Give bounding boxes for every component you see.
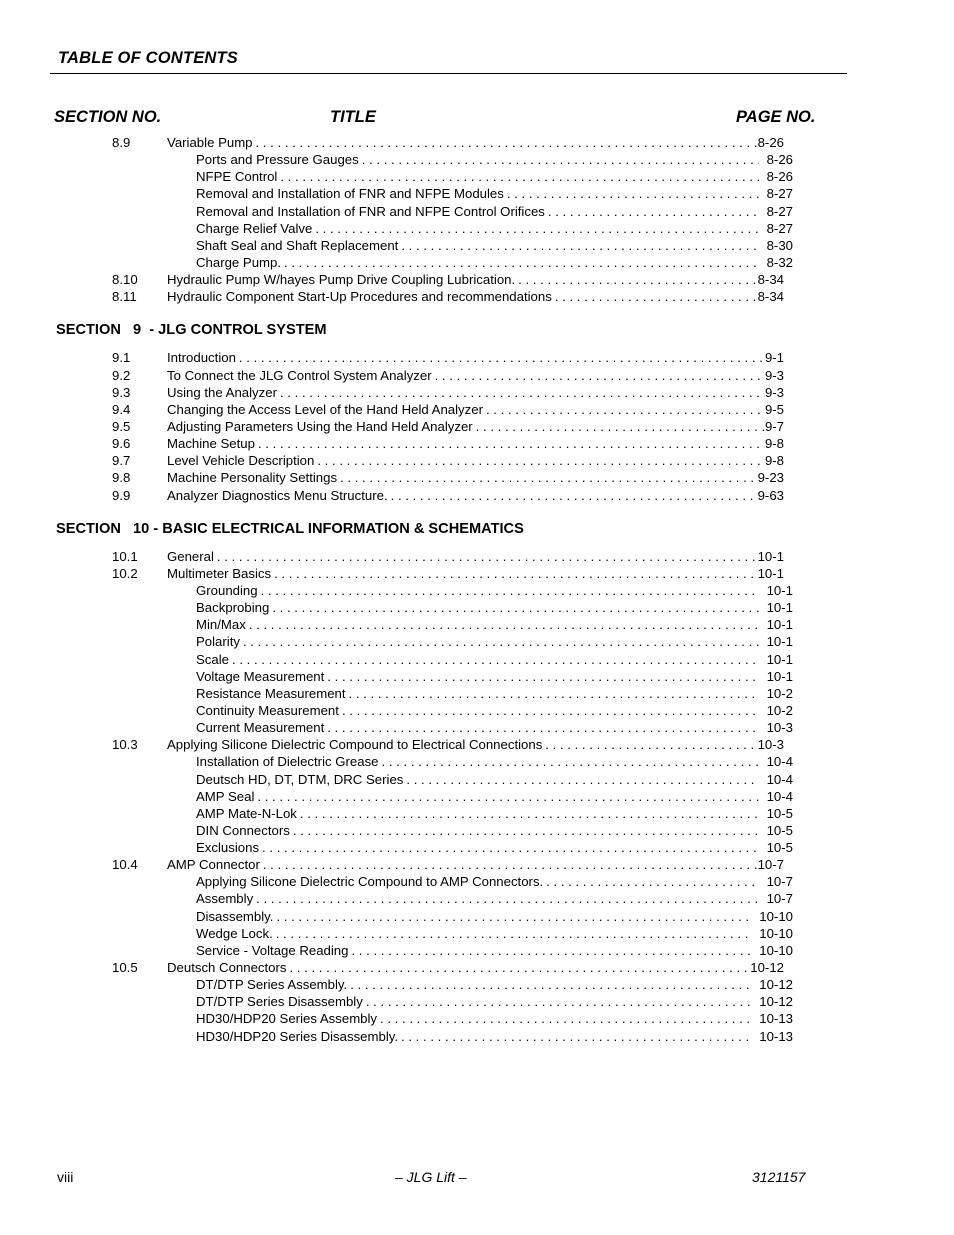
dot-leader xyxy=(261,856,758,873)
toc-entry[interactable] xyxy=(0,151,954,168)
toc-entry-page: 10-2 xyxy=(766,702,793,718)
toc-entry[interactable] xyxy=(0,702,954,719)
toc-entry-line xyxy=(196,1010,793,1027)
toc-entry[interactable] xyxy=(0,959,954,976)
toc-entry-page: 10-10 xyxy=(759,942,793,958)
dot-leader xyxy=(399,237,758,254)
dot-leader xyxy=(360,151,759,168)
page-header-title: TABLE OF CONTENTS xyxy=(58,49,239,67)
dot-leader xyxy=(298,805,759,822)
toc-entry-number: 10.3 xyxy=(112,737,138,753)
toc-entry-page: 8-26 xyxy=(757,135,784,150)
toc-entry-number: 9.3 xyxy=(112,384,131,400)
toc-entry-line xyxy=(196,702,793,719)
toc-entry[interactable] xyxy=(0,565,954,582)
toc-entry-page: 9-3 xyxy=(764,384,784,400)
toc-entry[interactable] xyxy=(0,401,954,418)
toc-entry-title: Grounding xyxy=(196,582,258,598)
toc-entry-page: 8-30 xyxy=(766,237,793,253)
toc-entry[interactable] xyxy=(0,548,954,565)
dot-leader xyxy=(215,548,758,565)
toc-entry-title: Ports and Pressure Gauges xyxy=(196,152,359,168)
toc-entry-title: Voltage Measurement xyxy=(196,668,325,684)
dot-leader xyxy=(255,788,758,805)
toc-entry-page: 9-3 xyxy=(764,367,784,383)
toc-entry-title: Charge Relief Valve xyxy=(196,220,313,236)
dot-leader xyxy=(544,873,758,890)
toc-entry-number: 10.5 xyxy=(112,960,138,976)
toc-entry-page: 10-7 xyxy=(766,891,793,907)
dot-leader xyxy=(256,435,765,452)
toc-entry-title: General xyxy=(167,548,214,564)
toc-entry-line xyxy=(196,151,793,168)
toc-entry-title: Introduction xyxy=(167,350,236,366)
toc-entry-line xyxy=(196,633,793,650)
toc-entry-page: 9-8 xyxy=(764,436,784,452)
dot-leader xyxy=(484,401,765,418)
toc-entry-title: Polarity xyxy=(196,634,240,650)
footer-center-text: – JLG Lift – xyxy=(395,1169,467,1185)
toc-entry-line xyxy=(167,736,784,753)
toc-entry-page: 10-10 xyxy=(759,925,793,941)
toc-entry-line xyxy=(196,220,793,237)
dot-leader xyxy=(474,418,765,435)
column-heading-page: PAGE NO. xyxy=(736,108,816,126)
toc-entry-number: 10.4 xyxy=(112,857,138,873)
toc-entry-line xyxy=(167,487,784,504)
toc-entry[interactable] xyxy=(0,719,954,736)
column-heading-title: TITLE xyxy=(330,108,376,126)
toc-entry-page: 8-34 xyxy=(757,289,784,305)
toc-entry-page: 10-1 xyxy=(766,634,793,650)
dot-leader xyxy=(287,959,750,976)
dot-leader xyxy=(282,254,759,271)
toc-entry-line xyxy=(196,651,793,668)
toc-entry-page: 8-34 xyxy=(757,272,784,288)
dot-leader xyxy=(260,839,759,856)
toc-entry[interactable] xyxy=(0,616,954,633)
toc-entry-number: 10.2 xyxy=(112,565,138,581)
dot-leader xyxy=(325,719,758,736)
toc-entry-line xyxy=(196,1028,793,1045)
dot-leader xyxy=(291,822,759,839)
toc-entry-page: 10-12 xyxy=(759,977,793,993)
toc-entry-page: 10-10 xyxy=(759,908,793,924)
toc-entry-title: Adjusting Parameters Using the Hand Held Analyzer xyxy=(167,418,473,434)
toc-entry-title: AMP Mate-N-Lok xyxy=(196,805,297,821)
toc-entry-page: 10-4 xyxy=(766,788,793,804)
toc-entry-line xyxy=(167,271,784,288)
toc-entry-line xyxy=(196,668,793,685)
toc-entry-title: Installation of Dielectric Grease xyxy=(196,754,379,770)
toc-entry-page: 8-26 xyxy=(766,152,793,168)
dot-leader xyxy=(349,942,751,959)
column-heading-section: SECTION NO. xyxy=(54,108,162,126)
dot-leader xyxy=(315,452,765,469)
dot-leader xyxy=(553,288,758,305)
section-heading xyxy=(0,315,954,349)
toc-entry-page: 10-1 xyxy=(766,617,793,633)
toc-entry[interactable] xyxy=(0,890,954,907)
toc-entry[interactable] xyxy=(0,288,954,305)
toc-entry-number: 10.1 xyxy=(112,548,138,564)
toc-entry[interactable] xyxy=(0,168,954,185)
toc-entry-page: 10-1 xyxy=(757,548,784,564)
toc-entry-page: 10-1 xyxy=(766,600,793,616)
dot-leader xyxy=(259,582,759,599)
toc-entry-page: 9-1 xyxy=(764,350,784,366)
toc-entry-title: To Connect the JLG Control System Analyzer xyxy=(167,367,432,383)
toc-entry-title: Charge Pump. xyxy=(196,254,282,270)
toc-entry-number: 9.5 xyxy=(112,418,131,434)
toc-entry-title: Scale xyxy=(196,651,229,667)
toc-entry-title: Hydraulic Pump W/hayes Pump Drive Coupling Lubrication. xyxy=(167,272,516,288)
toc-entry-page: 10-3 xyxy=(766,720,793,736)
section-heading xyxy=(0,514,954,548)
dot-leader xyxy=(230,651,759,668)
toc-entry-title: Changing the Access Level of the Hand Held Analyzer xyxy=(167,401,483,417)
dot-leader xyxy=(325,668,758,685)
dot-leader xyxy=(389,487,758,504)
dot-leader xyxy=(378,1010,751,1027)
toc-entry-title: AMP Connector xyxy=(167,857,260,873)
toc-entry[interactable] xyxy=(0,220,954,237)
toc-entry[interactable] xyxy=(0,942,954,959)
toc-entry[interactable] xyxy=(0,452,954,469)
toc-entry[interactable] xyxy=(0,908,954,925)
toc-entry-number: 8.11 xyxy=(112,289,137,305)
toc-entry-page: 10-13 xyxy=(759,1011,793,1027)
toc-entry-page: 10-12 xyxy=(750,960,784,976)
toc-entry-page: 10-12 xyxy=(759,994,793,1010)
section-heading-text: SECTION 10 - BASIC ELECTRICAL INFORMATION & SCHEMATICS xyxy=(56,520,524,537)
toc-entry[interactable] xyxy=(0,822,954,839)
toc-entry-line xyxy=(196,771,793,788)
toc-entry-number: 9.8 xyxy=(112,470,131,486)
toc-entry-line xyxy=(196,582,793,599)
toc-entry[interactable] xyxy=(0,771,954,788)
toc-entry[interactable] xyxy=(0,1028,954,1045)
toc-entry-line xyxy=(196,942,793,959)
toc-entry[interactable] xyxy=(0,651,954,668)
dot-leader xyxy=(241,633,759,650)
toc-entry-page: 10-1 xyxy=(766,668,793,684)
toc-entry-title: Assembly xyxy=(196,891,254,907)
toc-entry-page: 8-32 xyxy=(766,254,793,270)
toc-entry-line xyxy=(167,548,784,565)
toc-entry-title: HD30/HDP20 Series Disassembly. xyxy=(196,1028,399,1044)
dot-leader xyxy=(254,134,758,151)
toc-entry-line xyxy=(167,565,784,582)
toc-entry-title: Exclusions xyxy=(196,840,260,856)
toc-entry-page: 10-5 xyxy=(766,805,793,821)
toc-entry[interactable] xyxy=(0,435,954,452)
toc-entry-line xyxy=(167,856,784,873)
toc-entry-page: 10-13 xyxy=(759,1028,793,1044)
toc-entry-page: 8-27 xyxy=(766,220,793,236)
toc-entry-title: Min/Max xyxy=(196,617,246,633)
toc-entry-line xyxy=(196,616,793,633)
toc-entry-line xyxy=(167,288,784,305)
toc-entry-page: 10-4 xyxy=(766,754,793,770)
toc-entry-number: 8.9 xyxy=(112,135,131,150)
toc-entry-line xyxy=(196,976,793,993)
toc-entry-line xyxy=(167,959,784,976)
toc-entry[interactable] xyxy=(0,254,954,271)
toc-entry-title: Continuity Measurement xyxy=(196,702,339,718)
toc-entry[interactable] xyxy=(0,668,954,685)
toc-entry-line xyxy=(167,384,784,401)
toc-entry-title: Hydraulic Component Start-Up Procedures and recommendations xyxy=(167,289,552,305)
toc-entry[interactable] xyxy=(0,788,954,805)
toc-entry[interactable] xyxy=(0,753,954,770)
dot-leader xyxy=(278,168,758,185)
toc-entry-title: Applying Silicone Dielectric Compound to Electrical Connections xyxy=(167,737,543,753)
toc-entry[interactable] xyxy=(0,993,954,1010)
toc-entry-line xyxy=(167,452,784,469)
toc-entry-line xyxy=(167,435,784,452)
section-spacer xyxy=(0,504,954,514)
toc-entry-line xyxy=(196,719,793,736)
toc-entry-page: 10-3 xyxy=(757,737,784,753)
toc-entry-number: 9.6 xyxy=(112,436,131,452)
toc-entry[interactable] xyxy=(0,1010,954,1027)
dot-leader xyxy=(338,469,758,486)
toc-entry-title: Level Vehicle Description xyxy=(167,453,315,469)
toc-entry-line xyxy=(196,805,793,822)
toc-entry-title: Machine Personality Settings xyxy=(167,470,338,486)
toc-entry-line xyxy=(167,367,784,384)
toc-entry[interactable] xyxy=(0,418,954,435)
toc-entry[interactable] xyxy=(0,839,954,856)
toc-entry-title: AMP Seal xyxy=(196,788,255,804)
toc-entry[interactable] xyxy=(0,582,954,599)
dot-leader xyxy=(543,736,757,753)
toc-entry-page: 10-7 xyxy=(757,857,784,873)
toc-entry[interactable] xyxy=(0,599,954,616)
toc-entry[interactable] xyxy=(0,925,954,942)
toc-entry[interactable] xyxy=(0,633,954,650)
dot-leader xyxy=(313,220,758,237)
toc-entry-title: Wedge Lock. xyxy=(196,925,273,941)
toc-entry-title: DT/DTP Series Disassembly xyxy=(196,994,363,1010)
toc-entry-title: Using the Analyzer xyxy=(167,384,277,400)
dot-leader xyxy=(364,993,751,1010)
toc-entry-title: Applying Silicone Dielectric Compound to AMP Connectors. xyxy=(196,874,544,890)
toc-entry[interactable] xyxy=(0,976,954,993)
toc-entry-number: 9.2 xyxy=(112,367,131,383)
toc-entry-title: Multimeter Basics xyxy=(167,565,272,581)
toc-entry-number: 9.1 xyxy=(112,350,131,366)
toc-entry[interactable] xyxy=(0,805,954,822)
table-of-contents xyxy=(0,134,954,1045)
toc-entry-title: Deutsch HD, DT, DTM, DRC Series xyxy=(196,771,404,787)
toc-entry[interactable] xyxy=(0,856,954,873)
toc-entry-title: Shaft Seal and Shaft Replacement xyxy=(196,237,399,253)
toc-entry[interactable] xyxy=(0,203,954,220)
toc-entry-page: 8-26 xyxy=(766,169,793,185)
toc-entry-title: Backprobing xyxy=(196,600,270,616)
toc-entry[interactable] xyxy=(0,237,954,254)
dot-leader xyxy=(347,685,759,702)
toc-entry-line xyxy=(196,753,793,770)
dot-leader xyxy=(270,599,758,616)
toc-entry[interactable] xyxy=(0,487,954,504)
toc-entry-title: DT/DTP Series Assembly. xyxy=(196,977,348,993)
toc-entry-page: 9-7 xyxy=(764,418,784,434)
toc-entry[interactable] xyxy=(0,469,954,486)
toc-entry-number: 8.10 xyxy=(112,272,138,288)
dot-leader xyxy=(433,367,765,384)
toc-entry-line xyxy=(196,168,793,185)
toc-entry-title: DIN Connectors xyxy=(196,822,290,838)
toc-entry-line xyxy=(196,993,793,1010)
footer-document-number: 3121157 xyxy=(752,1169,806,1185)
toc-entry-page: 10-1 xyxy=(766,651,793,667)
toc-entry-title: Machine Setup xyxy=(167,436,255,452)
toc-entry-line xyxy=(167,349,784,366)
section-spacer xyxy=(0,305,954,315)
toc-entry-line xyxy=(196,599,793,616)
toc-entry-line xyxy=(196,839,793,856)
dot-leader xyxy=(380,753,759,770)
toc-entry-page: 10-1 xyxy=(766,582,793,598)
toc-entry-number: 9.9 xyxy=(112,487,131,503)
toc-entry-line xyxy=(196,890,793,907)
column-headings xyxy=(0,108,954,132)
toc-entry-page: 9-23 xyxy=(757,470,784,486)
toc-entry[interactable] xyxy=(0,185,954,202)
toc-entry-title: Disassembly. xyxy=(196,908,274,924)
toc-entry-page: 10-5 xyxy=(766,822,793,838)
toc-entry-line xyxy=(196,873,793,890)
page-footer xyxy=(0,1169,954,1189)
toc-entry-line xyxy=(167,418,784,435)
toc-entry-number: 9.7 xyxy=(112,453,131,469)
dot-leader xyxy=(399,1028,751,1045)
toc-entry-line xyxy=(167,401,784,418)
toc-entry-title: HD30/HDP20 Series Assembly xyxy=(196,1011,378,1027)
toc-entry[interactable] xyxy=(0,134,954,151)
toc-entry-title: Service - Voltage Reading xyxy=(196,942,349,958)
toc-entry-title: Removal and Installation of FNR and NFPE Control Orifices xyxy=(196,203,545,219)
dot-leader xyxy=(404,771,758,788)
dot-leader xyxy=(247,616,759,633)
toc-entry[interactable] xyxy=(0,873,954,890)
toc-entry-line xyxy=(196,925,793,942)
toc-entry-line xyxy=(196,237,793,254)
toc-entry-page: 9-5 xyxy=(764,401,784,417)
toc-entry-page: 10-4 xyxy=(766,771,793,787)
dot-leader xyxy=(254,890,758,907)
dot-leader xyxy=(274,908,751,925)
toc-entry-title: Removal and Installation of FNR and NFPE Modules xyxy=(196,186,504,202)
dot-leader xyxy=(348,976,751,993)
dot-leader xyxy=(278,384,765,401)
toc-entry-title: Deutsch Connectors xyxy=(167,960,287,976)
toc-entry[interactable] xyxy=(0,367,954,384)
dot-leader xyxy=(516,271,757,288)
footer-page-number: viii xyxy=(57,1169,74,1185)
toc-entry-title: Current Measurement xyxy=(196,720,325,736)
toc-entry[interactable] xyxy=(0,384,954,401)
toc-entry[interactable] xyxy=(0,271,954,288)
toc-entry-page: 10-5 xyxy=(766,840,793,856)
toc-entry-line xyxy=(167,134,784,151)
toc-entry-number: 9.4 xyxy=(112,401,131,417)
toc-entry-title: NFPE Control xyxy=(196,169,278,185)
dot-leader xyxy=(340,702,759,719)
toc-entry-title: Variable Pump xyxy=(167,135,253,150)
section-heading-text: SECTION 9 - JLG CONTROL SYSTEM xyxy=(56,322,327,339)
toc-entry-line xyxy=(196,908,793,925)
header-rule xyxy=(50,73,847,74)
toc-entry-page: 8-27 xyxy=(766,186,793,202)
dot-leader xyxy=(505,185,759,202)
toc-entry-page: 8-27 xyxy=(766,203,793,219)
toc-entry-page: 10-7 xyxy=(766,874,793,890)
toc-entry-page: 10-1 xyxy=(757,565,784,581)
toc-entry-line xyxy=(167,469,784,486)
toc-entry-line xyxy=(196,822,793,839)
toc-entry-line xyxy=(196,685,793,702)
toc-entry[interactable] xyxy=(0,736,954,753)
toc-entry-title: Analyzer Diagnostics Menu Structure. xyxy=(167,487,388,503)
toc-entry-line xyxy=(196,788,793,805)
dot-leader xyxy=(274,925,752,942)
dot-leader xyxy=(546,203,759,220)
dot-leader xyxy=(237,349,765,366)
toc-entry-line xyxy=(196,254,793,271)
toc-entry-page: 9-8 xyxy=(764,453,784,469)
toc-entry-line xyxy=(196,185,793,202)
toc-entry-title: Resistance Measurement xyxy=(196,685,346,701)
toc-entry[interactable] xyxy=(0,685,954,702)
dot-leader xyxy=(272,565,758,582)
toc-entry-page: 10-2 xyxy=(766,685,793,701)
toc-entry[interactable] xyxy=(0,349,954,366)
toc-entry-line xyxy=(196,203,793,220)
toc-entry-page: 9-63 xyxy=(757,487,784,503)
